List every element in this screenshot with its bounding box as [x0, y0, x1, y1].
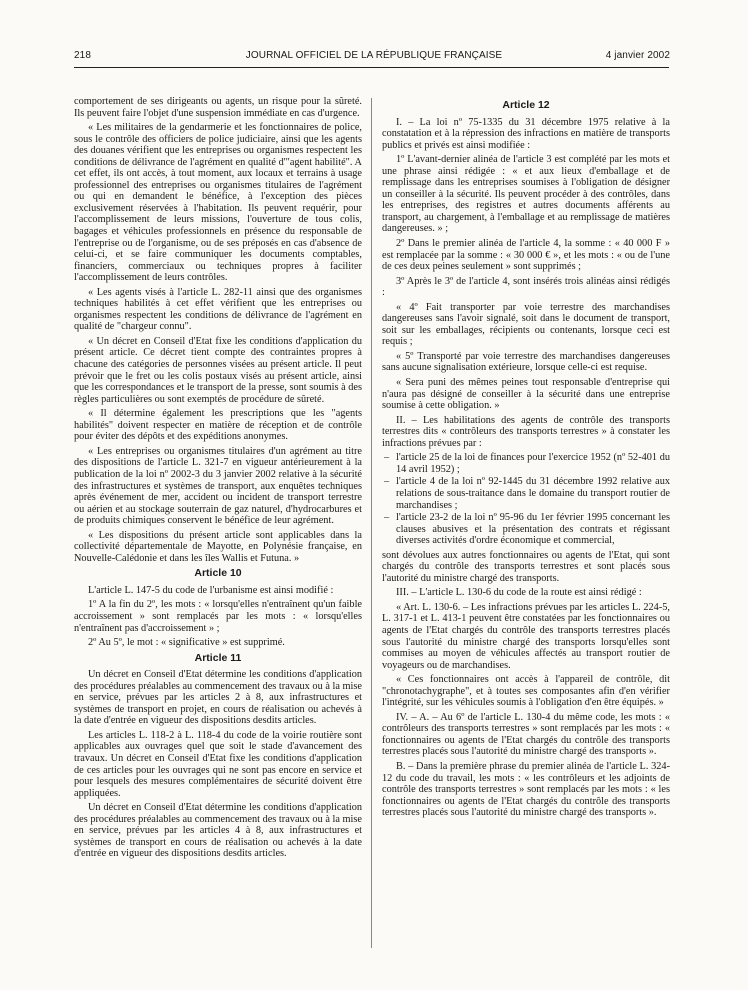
paragraph: « Art. L. 130-6. – Les infractions prévues par les articles L. 224-5, L. 317-1 et L. 413-1 peuvent être constatées par les fonctionnaires ou agents de l'Etat chargés du contrôle des transports terrestres placés sous l'autorité du ministre chargé des transports lorsqu'elles sont commises au moyen de véhicules affectés au transport routier de voyageurs ou de marchandises.	[382, 601, 670, 671]
left-column	[74, 96, 362, 863]
paragraph: I. – La loi nº 75-1335 du 31 décembre 1975 relative à la constatation et à la répression des infractions en matière de transports publics et privés est ainsi modifiée :	[382, 116, 670, 151]
journal-title: JOURNAL OFFICIEL DE LA RÉPUBLIQUE FRANÇAISE	[245, 50, 503, 61]
paragraph: 2º Au 5º, le mot : « significative » est supprimé.	[88, 637, 285, 649]
paragraph: « Il détermine également les prescriptions que les "agents habilités" doivent respecter en matière de réception et de contrôle pour éviter des dépôts et des expéditions anonymes.	[74, 408, 362, 443]
paragraph: « Les dispositions du présent article sont applicables dans la collectivité départementale de Mayotte, en Polynésie française, en Nouvelle-Calédonie et dans les îles Wallis et Futuna. »	[74, 529, 362, 564]
article-11-heading: Article 11	[194, 651, 242, 664]
paragraph: Un décret en Conseil d'Etat détermine les conditions d'application des procédures préalables au commencement des travaux ou à la mise en service, prévues par les articles 4 à 8, aux infrastructures et systèmes de transport en cours de réalisation ou achevés à la date d'entrée en vigueur des dispositions desdits articles.	[74, 802, 362, 860]
paragraph: « 4º Fait transporter par voie terrestre des marchandises dangereuses sans l'avoir signalé, soit dans le document de transport, soit sur les emballages, récipients ou contenants, lorsque ceci est requis ;	[382, 301, 670, 348]
column-separator	[371, 98, 372, 948]
paragraph: 1º A la fin du 2º, les mots : « lorsqu'elles n'entraînent qu'un faible accroissement » sont remplacés par les mots : « lorsqu'elles n'entraînent pas d'accroissement » ;	[74, 599, 362, 634]
list-item: – l'article 4 de la loi nº 92-1445 du 31 décembre 1992 relative aux relations de sous-traitance dans le domaine du transport routier de marchandises ;	[382, 476, 670, 511]
right-column	[382, 96, 670, 822]
paragraph: L'article L. 147-5 du code de l'urbanisme est ainsi modifié :	[88, 584, 334, 596]
paragraph: 1º L'avant-dernier alinéa de l'article 3 est complété par les mots et une phrase ainsi rédigée : « et aux lieux d'emballage et de remplissage dans les entreprises soumises à l'obligation de désigner un conseiller à la sécurité. Ils peuvent procéder à des contrôles, dans les entreprises, des registres et autres documents afférents au transport, au chargement, à l'emballage et au remplissage de matières dangereuses. » ;	[382, 154, 670, 235]
paragraph: « Les entreprises ou organismes titulaires d'un agrément au titre des dispositions de l'article L. 321-7 en vigueur antérieurement à la publication de la loi nº 2002-3 du 3 janvier 2002 relative à la sécurité des infrastructures et systèmes de transport, aux enquêtes techniques après événement de mer, accident ou incident de transport terrestre ou aérien et au stockage souterrain de gaz naturel, d'hydrocarbures et de produits chimiques conservent le bénéfice de leur agrément.	[74, 445, 362, 527]
paragraph: « Ces fonctionnaires ont accès à l'appareil de contrôle, dit "chronotachygraphe", et à toutes ses composantes afin d'en vérifier l'intégrité, sur les véhicules soumis à l'obligation d'en être équipés. »	[382, 674, 670, 709]
paragraph: « 5º Transporté par voie terrestre des marchandises dangereuses sans aucune signalisation extérieure, lorsque celle-ci est requise.	[382, 350, 670, 374]
article-12-heading: Article 12	[502, 99, 550, 111]
article-10-heading: Article 10	[194, 567, 242, 580]
paragraph: III. – L'article L. 130-6 du code de la route est ainsi rédigé :	[396, 587, 642, 599]
publication-date: 4 janvier 2002	[605, 50, 670, 61]
paragraph: « Un décret en Conseil d'Etat fixe les conditions d'application du présent article. Ce décret tient compte des contraintes propres à chacune des catégories de personnes visées au présent article. Il peut prévoir que le fret ou les colis postaux visés au présent article, ainsi que les correspondances et le transport de la presse, sont soumis à des règles particulières ou sont exemptés de procédure de sûreté.	[74, 335, 362, 405]
paragraph: « Les agents visés à l'article L. 282-11 ainsi que des organismes techniques habilités à cet effet vérifient que les entreprises ou organismes respectent les conditions de délivrance de l'agrément en qualité de "chargeur connu".	[74, 286, 362, 333]
paragraph: IV. – A. – Au 6º de l'article L. 130-4 du même code, les mots : « contrôleurs des transports terrestres » sont remplacés par les mots : « fonctionnaires ou agents de l'Etat chargés du contrôle des transports terrestres placés sous l'autorité du ministre chargé des transports ».	[382, 711, 670, 758]
paragraph: II. – Les habilitations des agents de contrôle des transports terrestres dits « contrôleurs des transports terrestres » à constater les infractions prévues par :	[382, 414, 670, 449]
paragraph: comportement de ses dirigeants ou agents, un risque pour la sûreté. Ils peuvent faire l'objet d'une suspension immédiate en cas d'urgence.	[74, 96, 362, 119]
law-reference-list	[382, 452, 670, 546]
header-rule	[74, 67, 669, 68]
paragraph: sont dévolues aux autres fonctionnaires ou agents de l'Etat, qui sont chargés du contrôle des transports terrestres et sont placés sous l'autorité du ministre chargé des transports.	[382, 549, 670, 584]
paragraph: Un décret en Conseil d'Etat détermine les conditions d'application des procédures préalables au commencement des travaux ou à la mise en service, prévues par les articles 2 à 8, aux infrastructures et systèmes de transport en projet, en cours de réalisation ou achevés à la date d'entrée en vigueur des dispositions desdits articles.	[74, 669, 362, 727]
list-item: – l'article 25 de la loi de finances pour l'exercice 1952 (nº 52-401 du 14 avril 1952) ;	[382, 452, 670, 475]
paragraph: B. – Dans la première phrase du premier alinéa de l'article L. 324-12 du code du travail, les mots : « les contrôleurs et les adjoints de contrôle des transports terrestres » sont remplacés par les mots : « les fonctionnaires ou agents de l'Etat chargés du contrôle des transports terrestres placés sous l'autorité du ministre chargé des transports ».	[382, 760, 670, 819]
paragraph: « Sera puni des mêmes peines tout responsable d'entreprise qui n'aura pas désigné de conseiller à la sécurité dans une entreprise soumise à cette obligation. »	[382, 377, 670, 412]
paragraph: 3º Après le 3º de l'article 4, sont insérés trois alinéas ainsi rédigés :	[382, 275, 670, 299]
paragraph: « Les militaires de la gendarmerie et les fonctionnaires de police, sous le contrôle des officiers de police judiciaire, ainsi que les agents des douanes vérifient que les entreprises ou organismes respectent les conditions de délivrance de l'agrément en qualité d'"agent habilité". A cet effet, ils ont accès, à tout moment, aux locaux et terrains à usage professionnel des entreprises ou organismes titulaires de l'agrément ou qui en demandent le bénéfice, à l'exception des pièces exclusivement réservées à l'habitation. Ils peuvent requérir, pour l'accomplissement de leurs missions, l'ouverture de tous colis, bagages et véhicules professionnels en présence du responsable de l'entreprise ou de l'organisme, ou de ses préposés en cas d'absence de celui-ci, et se faire communiquer les documents comptables, financiers, commerciaux ou techniques propres à faciliter l'accomplissement de leurs contrôles.	[74, 122, 362, 284]
page-number: 218	[74, 50, 91, 61]
list-item: – l'article 23-2 de la loi nº 95-96 du 1er février 1995 concernant les clauses abusives et la présentation des contrats et régissant diverses activités d'ordre économique et commercial,	[382, 512, 670, 547]
paragraph: 2º Dans le premier alinéa de l'article 4, la somme : « 40 000 F » est remplacée par la somme : « 30 000 € », et les mots : « ou de l'une de ces deux peines seulement » sont supprimés ;	[382, 238, 670, 273]
paragraph: Les articles L. 118-2 à L. 118-4 du code de la voirie routière sont applicables aux ouvrages quel que soit le stade d'avancement des travaux. Un décret en Conseil d'Etat fixe les conditions d'application de ces articles pour les ouvrages qui ne sont pas encore en service et pour lesquels des mesures complémentaires de sécurité doivent être appliquées.	[74, 729, 362, 799]
